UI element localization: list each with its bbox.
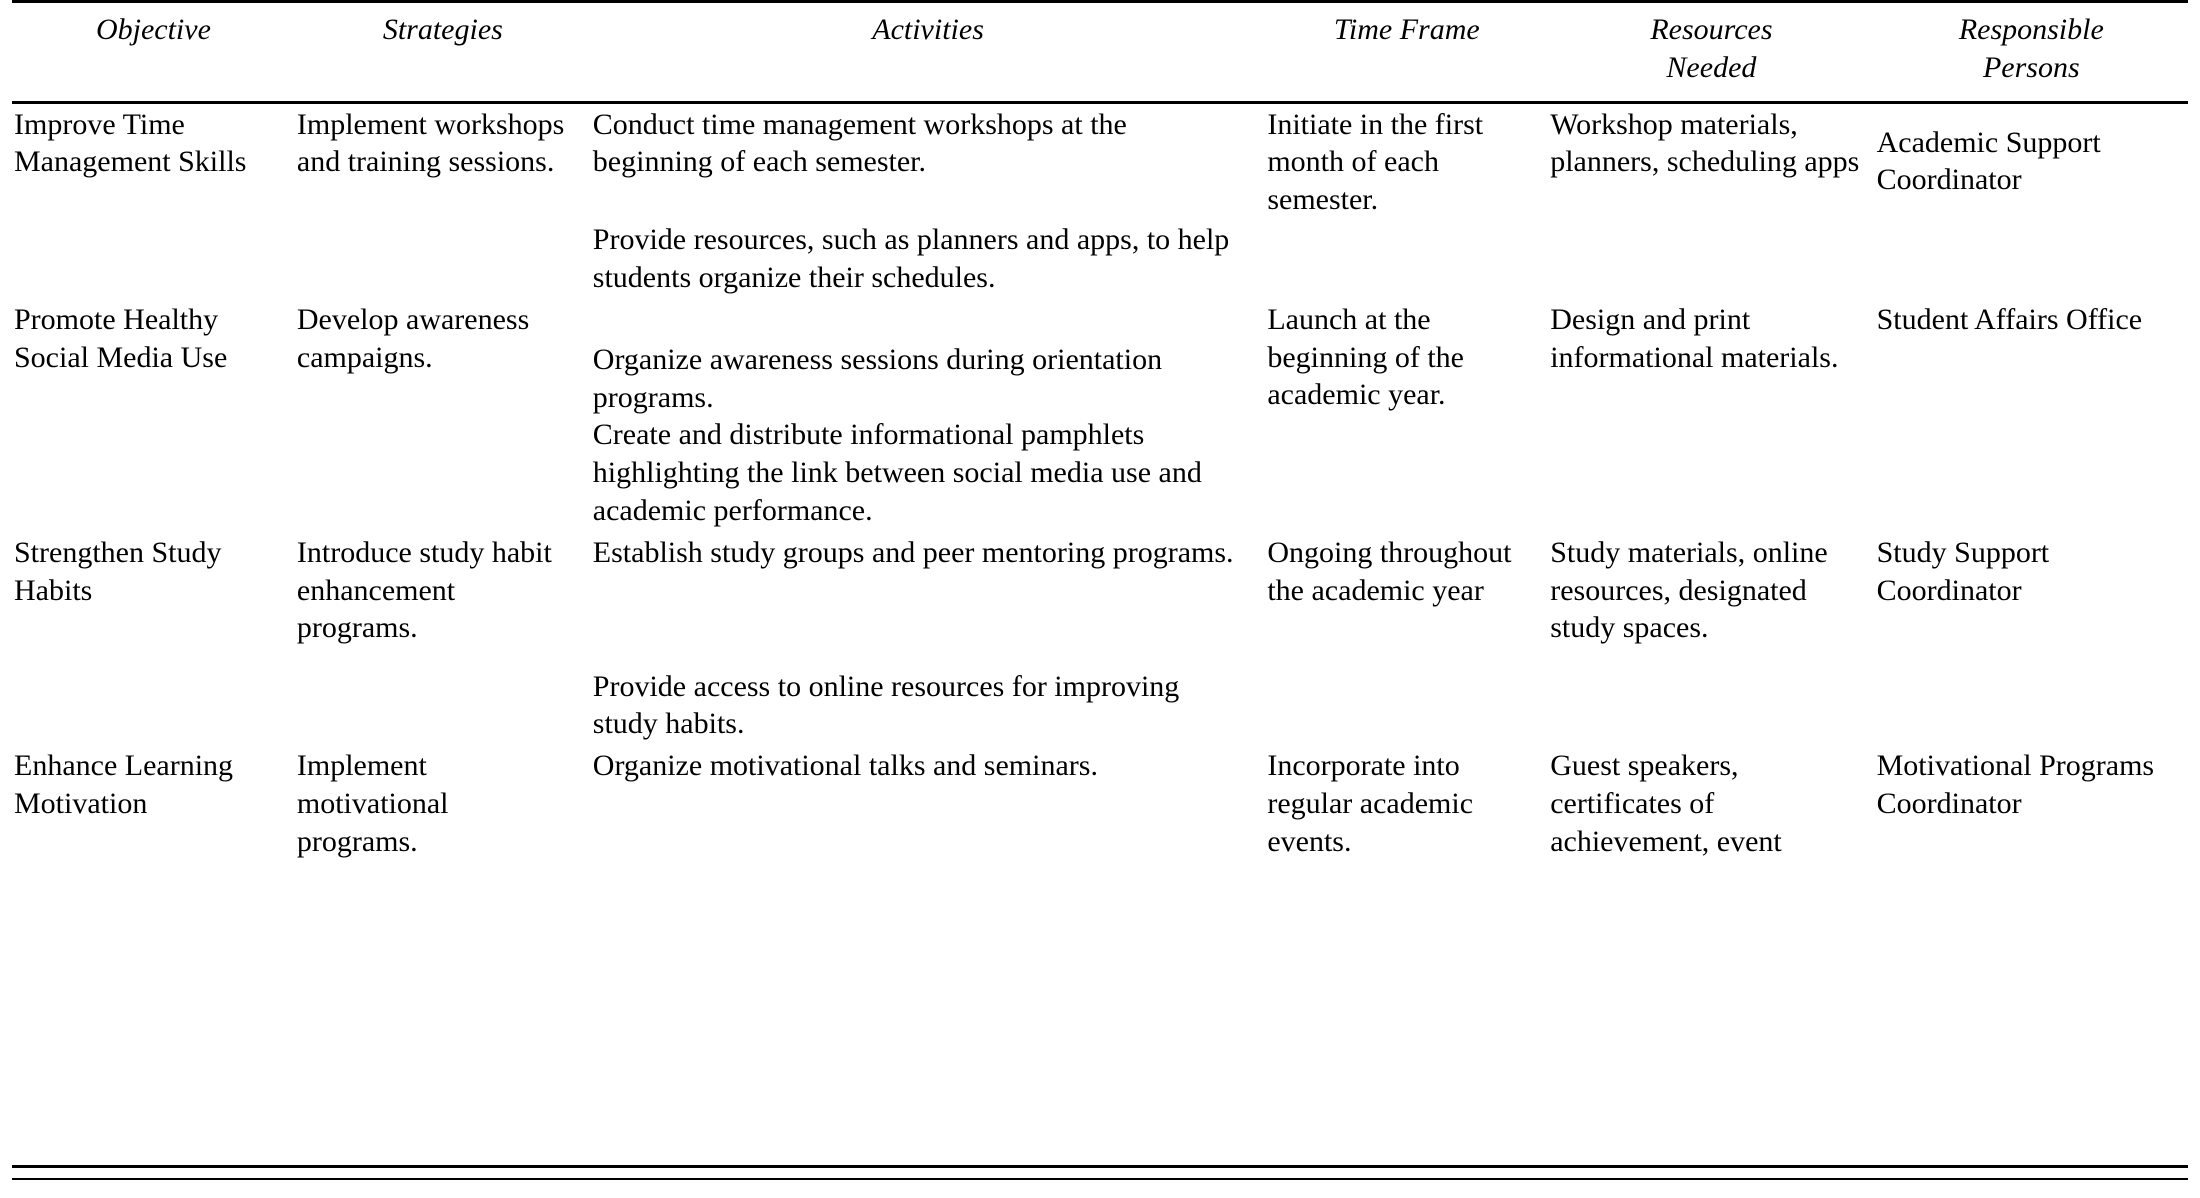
cell-strategies: Develop awareness campaigns.	[296, 302, 530, 374]
activity-item: Provide access to online resources for improving study habits.	[592, 669, 1180, 741]
cell-responsible-persons: Student Affairs Office	[1876, 302, 2143, 336]
cell-time-frame: Incorporate into regular academic events.	[1267, 749, 1474, 858]
cell-resources-needed: Guest speakers, certificates of achievement, event	[1550, 749, 1782, 858]
activity-item: Organize awareness sessions during orientation programs.	[592, 342, 1163, 414]
cell-objective: Enhance Learning Motivation	[14, 749, 234, 820]
persons-spacer	[1877, 106, 2174, 124]
activity-item: Establish study groups and peer mentoring programs.	[592, 535, 1234, 569]
activity-spacer	[593, 572, 1252, 668]
activity-item: Provide resources, such as planners and apps, to help students organize their schedules.	[592, 223, 1230, 294]
cell-objective: Improve Time Management Skills	[14, 107, 247, 179]
cell-activities	[591, 299, 1266, 532]
cell-time-frame: Ongoing throughout the academic year	[1267, 535, 1512, 607]
cell-activities	[591, 745, 1266, 862]
table-bottom-rule-secondary	[12, 1178, 2188, 1180]
cell-responsible-persons: Motivational Programs Coordinator	[1876, 749, 2155, 820]
column-header-resources-line2: Needed	[1666, 50, 1757, 84]
cell-resources-needed: Workshop materials, planners, scheduling apps	[1550, 107, 1860, 179]
cell-responsible-persons	[1875, 102, 2188, 299]
table-body	[12, 102, 2188, 862]
table-bottom-rule	[12, 1165, 2188, 1168]
table-row	[12, 532, 2188, 745]
activity-spacer	[593, 181, 1252, 221]
cell-activities	[591, 532, 1266, 745]
column-header-time-frame: Time Frame	[1265, 2, 1548, 103]
activity-item: Organize motivational talks and seminars.	[592, 749, 1098, 783]
column-header-persons-line2: Persons	[1982, 50, 2080, 84]
action-plan-table	[12, 0, 2188, 863]
column-header-persons-line1: Responsible	[1958, 13, 2104, 46]
column-header-strategies: Strategies	[295, 2, 591, 103]
cell-objective: Strengthen Study Habits	[14, 535, 222, 607]
activity-spacer	[593, 301, 1252, 341]
cell-strategies: Implement workshops and training sessions.	[296, 107, 565, 179]
table-row	[12, 745, 2188, 862]
activity-item: Create and distribute informational pamphlets highlighting the link between social media use and academic performance.	[592, 418, 1202, 527]
cell-objective: Promote Healthy Social Media Use	[14, 302, 228, 374]
cell-responsible-persons: Study Support Coordinator	[1876, 535, 2050, 607]
persons-text: Academic Support Coordinator	[1876, 125, 2101, 197]
column-header-responsible-persons	[1875, 2, 2188, 103]
cell-strategies: Introduce study habit enhancement programs.	[296, 535, 552, 645]
column-header-objective: Objective	[12, 2, 295, 103]
cell-strategies: Implement motivational programs.	[296, 749, 449, 858]
cell-resources-needed: Design and print informational materials.	[1550, 302, 1839, 374]
cell-resources-needed: Study materials, online resources, designated study spaces.	[1550, 535, 1828, 645]
column-header-resources-line1: Resources	[1650, 13, 1773, 46]
activity-item: Conduct time management workshops at the beginning of each semester.	[592, 107, 1127, 179]
column-header-activities: Activities	[591, 2, 1266, 103]
cell-time-frame: Launch at the beginning of the academic year.	[1267, 302, 1464, 412]
table-row	[12, 299, 2188, 532]
table-header	[12, 2, 2188, 103]
column-header-resources-needed	[1548, 2, 1874, 103]
table-row	[12, 102, 2188, 299]
cell-time-frame: Initiate in the first month of each semester.	[1267, 107, 1484, 217]
cell-activities	[591, 102, 1266, 299]
